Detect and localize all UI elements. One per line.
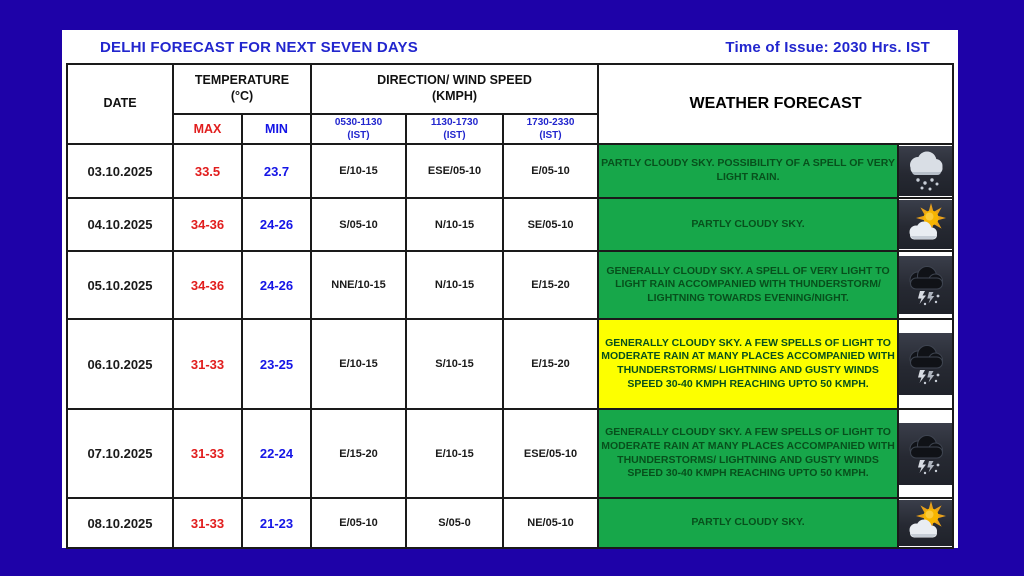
max-temp-cell: 34-36: [173, 198, 242, 251]
wind-evening-cell: NE/05-10: [503, 498, 598, 548]
table-row: [67, 251, 953, 319]
wind-evening-cell: ESE/05-10: [503, 409, 598, 498]
sun-cloud-icon: [899, 500, 952, 546]
date-cell: 05.10.2025: [67, 251, 173, 319]
max-temp-cell: 31-33: [173, 319, 242, 409]
min-temp-cell: 22-24: [242, 409, 311, 498]
max-temp-cell: 34-36: [173, 251, 242, 319]
min-temp-cell: 23-25: [242, 319, 311, 409]
wind-morning-cell: E/05-10: [311, 498, 406, 548]
forecast-text-cell: PARTLY CLOUDY SKY.: [598, 198, 898, 251]
col-header-slot-afternoon: 1130-1730 (IST): [406, 114, 503, 144]
title-bar: [62, 30, 958, 63]
thunderstorm-icon: [899, 256, 952, 314]
wind-evening-cell: E/05-10: [503, 144, 598, 198]
wind-afternoon-cell: N/10-15: [406, 198, 503, 251]
forecast-table-body: [67, 144, 953, 548]
table-header: [67, 64, 953, 144]
date-cell: 06.10.2025: [67, 319, 173, 409]
wind-afternoon-cell: ESE/05-10: [406, 144, 503, 198]
min-temp-cell: 23.7: [242, 144, 311, 198]
col-header-date: DATE: [67, 64, 173, 144]
col-header-forecast: WEATHER FORECAST: [598, 64, 953, 144]
max-temp-cell: 31-33: [173, 409, 242, 498]
wind-morning-cell: NNE/10-15: [311, 251, 406, 319]
wind-morning-cell: E/10-15: [311, 144, 406, 198]
rain-cloud-icon: [899, 146, 952, 196]
weather-icon-cell: [898, 251, 953, 319]
table-row: [67, 144, 953, 198]
weather-icon-cell: [898, 409, 953, 498]
min-temp-cell: 24-26: [242, 251, 311, 319]
weather-icon-cell: [898, 498, 953, 548]
thunderstorm-icon: [899, 423, 952, 485]
wind-afternoon-cell: E/10-15: [406, 409, 503, 498]
wind-afternoon-cell: S/05-0: [406, 498, 503, 548]
wind-evening-cell: SE/05-10: [503, 198, 598, 251]
date-cell: 08.10.2025: [67, 498, 173, 548]
col-header-slot-morning: 0530-1130 (IST): [311, 114, 406, 144]
min-temp-cell: 21-23: [242, 498, 311, 548]
table-row: [67, 319, 953, 409]
date-cell: 04.10.2025: [67, 198, 173, 251]
forecast-text-cell: PARTLY CLOUDY SKY.: [598, 498, 898, 548]
sun-cloud-icon: [899, 200, 952, 249]
table-row: [67, 498, 953, 548]
page-title: DELHI FORECAST FOR NEXT SEVEN DAYS: [100, 39, 418, 56]
col-header-wind: DIRECTION/ WIND SPEED (KMPH): [311, 64, 598, 114]
content-panel: [62, 30, 958, 548]
forecast-table: [66, 63, 954, 549]
forecast-text-cell: PARTLY CLOUDY SKY. POSSIBILITY OF A SPELL OF VERY LIGHT RAIN.: [598, 144, 898, 198]
min-temp-cell: 24-26: [242, 198, 311, 251]
forecast-text-cell: GENERALLY CLOUDY SKY. A FEW SPELLS OF LIGHT TO MODERATE RAIN AT MANY PLACES ACCOMPANIED WITH THUNDERSTORMS/ LIGHTNING AND GUSTY WINDS SPEED 30-40 KMPH REACHING UPTO 50 KMPH.: [598, 409, 898, 498]
col-header-temperature: TEMPERATURE (°C): [173, 64, 311, 114]
thunderstorm-icon: [899, 333, 952, 395]
table-row: [67, 409, 953, 498]
table-row: [67, 198, 953, 251]
max-temp-cell: 31-33: [173, 498, 242, 548]
col-header-slot-evening: 1730-2330 (IST): [503, 114, 598, 144]
date-cell: 03.10.2025: [67, 144, 173, 198]
weather-icon-cell: [898, 319, 953, 409]
forecast-text-cell: GENERALLY CLOUDY SKY. A SPELL OF VERY LIGHT TO LIGHT RAIN ACCOMPANIED WITH THUNDERSTORM/ LIGHTNING TOWARDS EVENING/NIGHT.: [598, 251, 898, 319]
wind-morning-cell: E/10-15: [311, 319, 406, 409]
col-header-max: MAX: [173, 114, 242, 144]
wind-afternoon-cell: N/10-15: [406, 251, 503, 319]
wind-morning-cell: S/05-10: [311, 198, 406, 251]
col-header-min: MIN: [242, 114, 311, 144]
weather-icon-cell: [898, 144, 953, 198]
forecast-text-cell: GENERALLY CLOUDY SKY. A FEW SPELLS OF LIGHT TO MODERATE RAIN AT MANY PLACES ACCOMPANIED WITH THUNDERSTORMS/ LIGHTNING AND GUSTY WINDS SPEED 30-40 KMPH REACHING UPTO 50 KMPH.: [598, 319, 898, 409]
wind-evening-cell: E/15-20: [503, 319, 598, 409]
wind-evening-cell: E/15-20: [503, 251, 598, 319]
date-cell: 07.10.2025: [67, 409, 173, 498]
issue-time: Time of Issue: 2030 Hrs. IST: [725, 39, 930, 56]
wind-afternoon-cell: S/10-15: [406, 319, 503, 409]
weather-icon-cell: [898, 198, 953, 251]
max-temp-cell: 33.5: [173, 144, 242, 198]
wind-morning-cell: E/15-20: [311, 409, 406, 498]
